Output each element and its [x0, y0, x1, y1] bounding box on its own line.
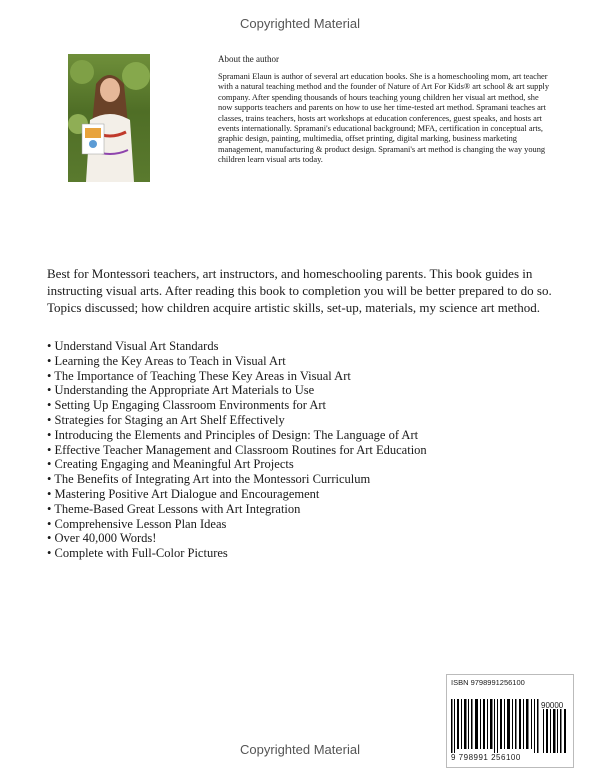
list-item: • Understanding the Appropriate Art Materials to Use: [47, 383, 427, 398]
list-item: • The Benefits of Integrating Art into the Montessori Curriculum: [47, 472, 427, 487]
list-item: • The Importance of Teaching These Key Areas in Visual Art: [47, 369, 427, 384]
list-item: • Mastering Positive Art Dialogue and Encouragement: [47, 487, 427, 502]
list-item: • Creating Engaging and Meaningful Art Projects: [47, 457, 427, 472]
book-intro: Best for Montessori teachers, art instructors, and homeschooling parents. This book guides in instructing visual arts. After reading this book to completion you will be better prepared to do so. Topics discussed; how children acquire artistic skills, set-up, materials, my science art method.: [47, 266, 552, 315]
feature-list: [47, 339, 427, 561]
isbn-label: ISBN 9798991256100: [451, 678, 525, 687]
list-item: • Learning the Key Areas to Teach in Visual Art: [47, 354, 427, 369]
copyright-watermark-top: Copyrighted Material: [240, 16, 360, 31]
list-item: • Setting Up Engaging Classroom Environments for Art: [47, 398, 427, 413]
author-photo: [68, 54, 150, 182]
barcode-digits: 9 798991 256100: [451, 753, 521, 762]
list-item: • Effective Teacher Management and Classroom Routines for Art Education: [47, 443, 427, 458]
list-item: • Understand Visual Art Standards: [47, 339, 427, 354]
list-item: • Theme-Based Great Lessons with Art Integration: [47, 502, 427, 517]
about-author-heading: About the author: [218, 54, 279, 64]
author-bio: Spramani Elaun is author of several art education books. She is a homeschooling mom, art teacher with a natural teaching method and the founder of Nature of Art For Kids® art school & art supply company. After spending thousands of hours teaching young children her visual art method, she now supports teachers and parents on how to use her time-tested art method. Spramani teaches art classes, trains teachers, hosts art workshops at education conferences, guest speaks, and hosts art events internationally. Spramani's educational background; MFA, certification in conceptual arts, graphic design, painting, multimedia, offset printing, digital marking, business marketing management, manufacturing & product design. Spramani's art method is changing the way young children learn visual arts today.: [218, 72, 550, 165]
list-item: • Complete with Full-Color Pictures: [47, 546, 427, 561]
copyright-watermark-bottom: Copyrighted Material: [240, 742, 360, 757]
list-item: • Over 40,000 Words!: [47, 531, 427, 546]
list-item: • Strategies for Staging an Art Shelf Effectively: [47, 413, 427, 428]
list-item: • Comprehensive Lesson Plan Ideas: [47, 517, 427, 532]
price-code: 90000: [541, 701, 564, 710]
list-item: • Introducing the Elements and Principles of Design: The Language of Art: [47, 428, 427, 443]
